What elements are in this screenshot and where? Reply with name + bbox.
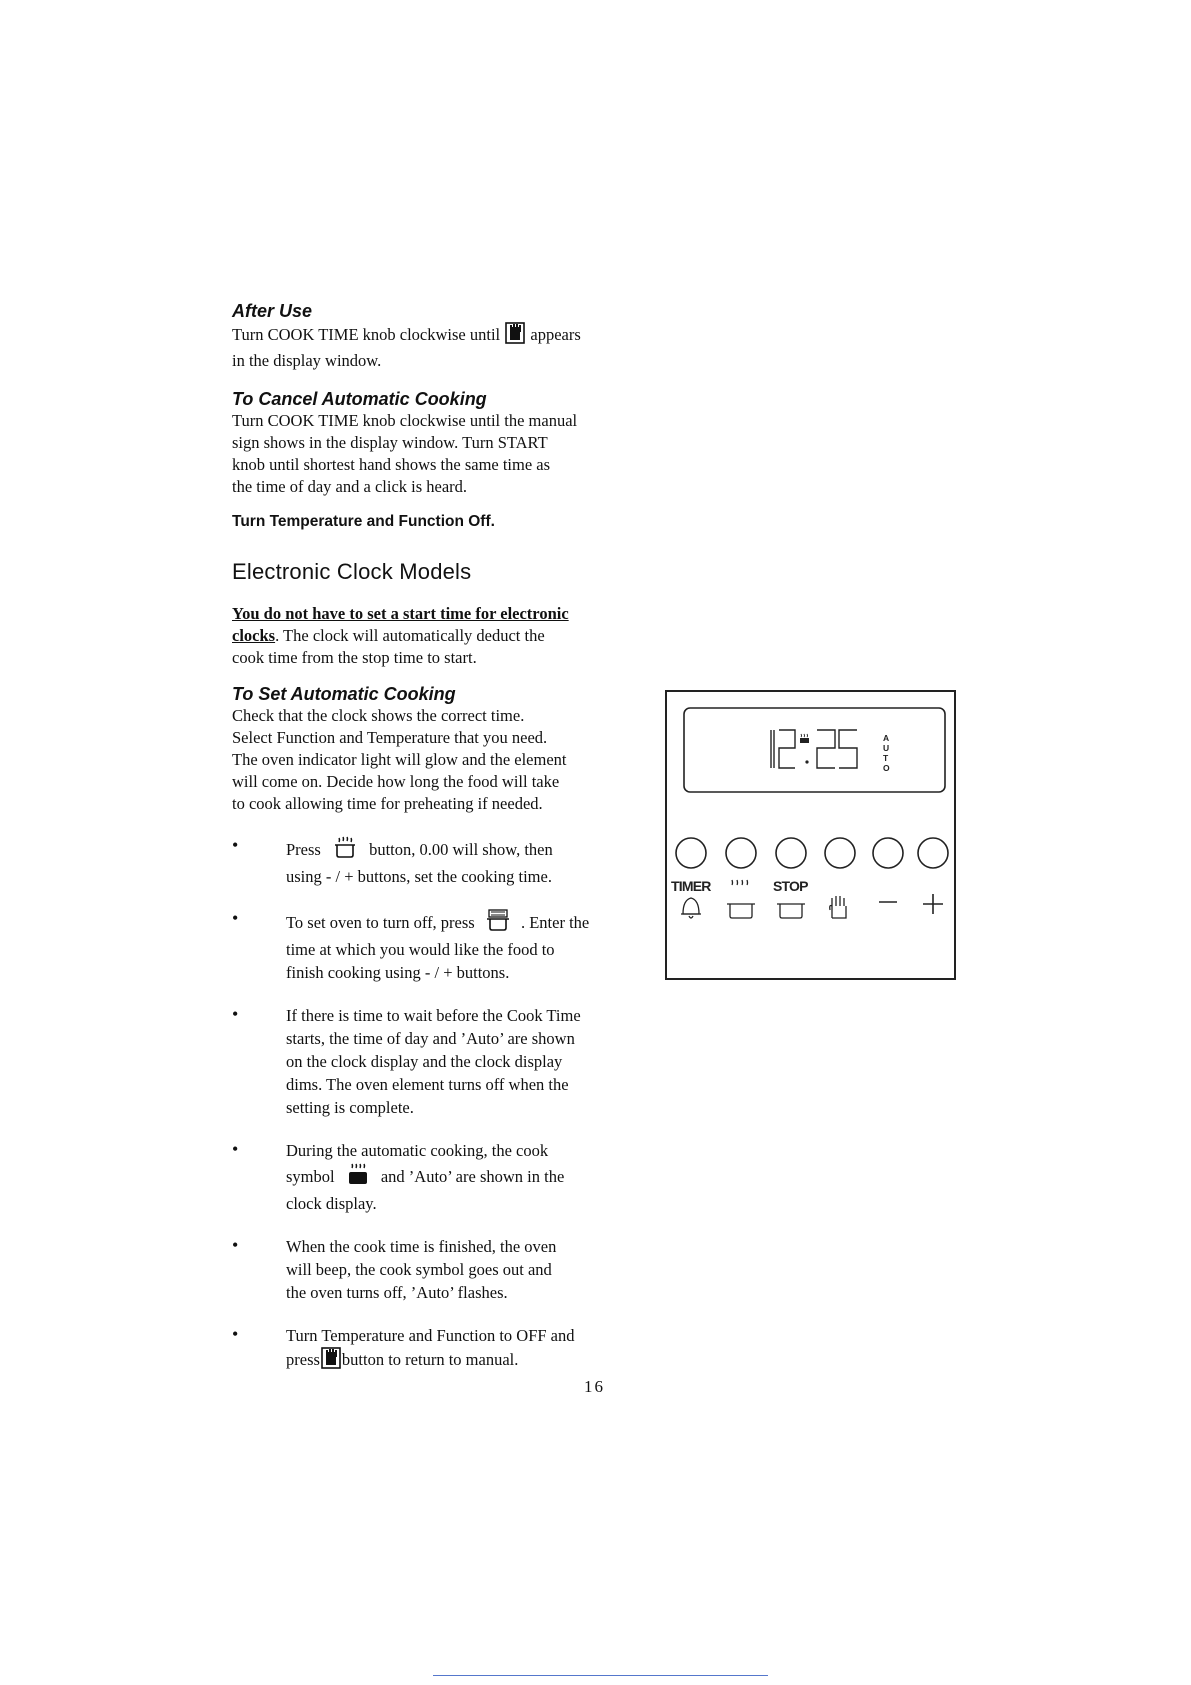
hand-icon bbox=[830, 896, 846, 918]
electronic-line2-rest: . The clock will automatically deduct the bbox=[275, 626, 545, 645]
bullet-3-line5: setting is complete. bbox=[286, 1098, 414, 1117]
list-item bbox=[232, 1235, 632, 1304]
cook-symbol-icon bbox=[347, 1162, 369, 1192]
electronic-line3: cook time from the stop time to start. bbox=[232, 648, 477, 667]
bullet-6-line1: Turn Temperature and Function to OFF and bbox=[286, 1326, 575, 1345]
cook-time-button[interactable] bbox=[726, 838, 756, 868]
auto-letter: U bbox=[883, 743, 890, 753]
manual-button[interactable] bbox=[825, 838, 855, 868]
bullet-4-end: and ’Auto’ are shown in the bbox=[380, 1167, 565, 1186]
bullet-5-line2: will beep, the cook symbol goes out and bbox=[286, 1260, 552, 1279]
instruction-list bbox=[232, 835, 632, 1375]
bullet-2-line2: time at which you would like the food to bbox=[286, 940, 555, 959]
list-item bbox=[232, 1004, 632, 1119]
bullet-5-line1: When the cook time is finished, the oven bbox=[286, 1237, 557, 1256]
timer-button[interactable] bbox=[676, 838, 706, 868]
set-auto-line: to cook allowing time for preheating if needed. bbox=[232, 794, 543, 813]
bell-icon bbox=[681, 898, 701, 918]
set-auto-line: The oven indicator light will glow and the element bbox=[232, 750, 567, 769]
after-use-line1-start: Turn COOK TIME knob clockwise until bbox=[232, 325, 501, 344]
cancel-line: Turn COOK TIME knob clockwise until the manual bbox=[232, 411, 578, 430]
auto-letter: T bbox=[883, 753, 889, 763]
cook-time-icon bbox=[333, 835, 357, 865]
after-use-line1-end: appears bbox=[530, 325, 581, 344]
minus-button[interactable] bbox=[873, 838, 903, 868]
set-auto-line: Select Function and Temperature that you need. bbox=[232, 728, 548, 747]
bullet-4-line3: clock display. bbox=[286, 1194, 377, 1213]
after-use-heading: After Use bbox=[232, 301, 313, 321]
bullet-4-line1: During the automatic cooking, the cook bbox=[286, 1141, 549, 1160]
cook-pot-icon bbox=[727, 880, 755, 918]
bullet-dot: • bbox=[232, 1235, 239, 1255]
stop-pot-icon bbox=[777, 904, 805, 918]
clock-panel-svg bbox=[667, 692, 954, 978]
bullet-text bbox=[286, 1139, 632, 1215]
bullet-5-line3: the oven turns off, ’Auto’ flashes. bbox=[286, 1283, 508, 1302]
bullet-dot: • bbox=[232, 1004, 239, 1024]
clock-panel-diagram bbox=[665, 690, 956, 980]
stop-label: STOP bbox=[773, 878, 808, 894]
list-item bbox=[232, 1324, 632, 1375]
plus-icon bbox=[923, 894, 943, 914]
bullet-3-line4: dims. The oven element turns off when the bbox=[286, 1075, 569, 1094]
display-time-text bbox=[767, 726, 768, 727]
bullet-6-start: press bbox=[286, 1350, 320, 1369]
bullet-text bbox=[286, 1235, 632, 1304]
cancel-line: sign shows in the display window. Turn START bbox=[232, 433, 548, 452]
bullet-3-line1: If there is time to wait before the Cook Time bbox=[286, 1006, 581, 1025]
cancel-text bbox=[232, 410, 632, 498]
electronic-underlined-2: clocks bbox=[232, 626, 276, 645]
bullet-dot: • bbox=[232, 908, 239, 928]
list-item bbox=[232, 1139, 632, 1215]
bullet-4-start: symbol bbox=[286, 1167, 335, 1186]
stop-time-icon bbox=[485, 908, 511, 938]
colon-dot bbox=[805, 760, 808, 763]
plus-button[interactable] bbox=[918, 838, 948, 868]
bullet-dot: • bbox=[232, 1324, 239, 1344]
bullet-1-line2: using - / + buttons, set the cooking time. bbox=[286, 867, 552, 886]
electronic-underlined-1: You do not have to set a start time for electronic bbox=[232, 604, 569, 623]
bullet-dot: • bbox=[232, 1139, 239, 1159]
bullet-6-end: button to return to manual. bbox=[341, 1350, 519, 1369]
list-item bbox=[232, 908, 632, 984]
bullet-3-line3: on the clock display and the clock display bbox=[286, 1052, 563, 1071]
list-item bbox=[232, 835, 632, 888]
cancel-line: knob until shortest hand shows the same time as bbox=[232, 455, 551, 474]
cancel-line: the time of day and a click is heard. bbox=[232, 477, 468, 496]
bullet-3-line2: starts, the time of day and ’Auto’ are shown bbox=[286, 1029, 575, 1048]
manual-hand-icon bbox=[505, 322, 525, 350]
set-auto-line: will come on. Decide how long the food will take bbox=[232, 772, 560, 791]
bullet-2-start: To set oven to turn off, press bbox=[286, 913, 475, 932]
auto-letter: A bbox=[883, 733, 890, 743]
footer-rule bbox=[433, 1675, 768, 1676]
cook-mini-icon bbox=[800, 734, 809, 743]
electronic-intro bbox=[232, 603, 632, 669]
bullet-text bbox=[286, 908, 632, 984]
electronic-heading: Electronic Clock Models bbox=[232, 559, 472, 584]
timer-label: TIMER bbox=[671, 878, 711, 894]
stop-button[interactable] bbox=[776, 838, 806, 868]
set-auto-line: Check that the clock shows the correct time. bbox=[232, 706, 525, 725]
bullet-2-end: . Enter the bbox=[520, 913, 590, 932]
bullet-dot: • bbox=[232, 835, 239, 855]
bullet-text bbox=[286, 835, 632, 888]
display-window bbox=[684, 708, 945, 792]
bullet-2-line3: finish cooking using - / + buttons. bbox=[286, 963, 510, 982]
bullet-text bbox=[286, 1004, 632, 1119]
bullet-text bbox=[286, 1324, 632, 1375]
bullet-1-start: Press bbox=[286, 840, 321, 859]
text-column bbox=[232, 300, 632, 1375]
set-auto-text bbox=[232, 705, 632, 815]
cancel-heading: To Cancel Automatic Cooking bbox=[232, 389, 487, 409]
manual-hand-icon bbox=[321, 1347, 341, 1375]
after-use-line2: in the display window. bbox=[232, 351, 382, 370]
auto-letter: O bbox=[883, 763, 890, 773]
page-number: 16 bbox=[584, 1377, 605, 1396]
after-use-text bbox=[232, 322, 632, 372]
set-auto-heading: To Set Automatic Cooking bbox=[232, 684, 456, 704]
bullet-1-end: button, 0.00 will show, then bbox=[369, 840, 553, 859]
turn-off-note: Turn Temperature and Function Off. bbox=[232, 513, 495, 530]
